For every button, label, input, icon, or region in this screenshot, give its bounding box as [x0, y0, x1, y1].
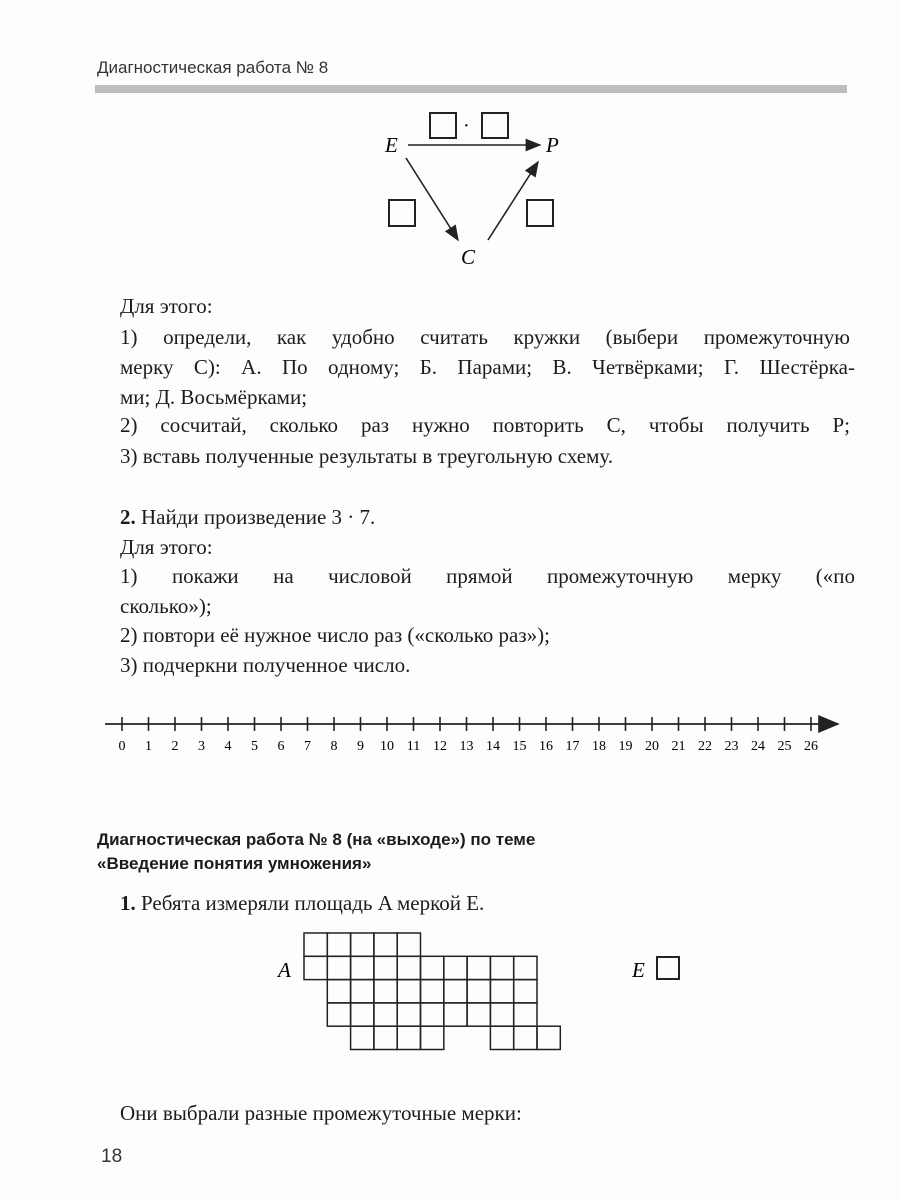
number-line-label: 5: [251, 739, 258, 754]
grid-cell: [351, 1026, 374, 1049]
task2-step1-line1: 1) покажи на числовой прямой промежуточную мерку («по: [120, 564, 855, 588]
label-area-a: A: [278, 958, 291, 982]
grid-cell: [537, 1026, 560, 1049]
label-measure-e: E: [632, 958, 645, 982]
task2-text: Найди произведение 3 · 7.: [141, 505, 376, 529]
multiplication-dot: ·: [463, 115, 470, 137]
task3-text: Ребята измеряли площадь A меркой E.: [141, 891, 485, 915]
number-line: [100, 710, 850, 760]
number-line-label: 8: [330, 739, 338, 754]
number-line-label: 15: [512, 739, 527, 754]
grid-cell: [514, 956, 537, 979]
number-line-label: 10: [380, 739, 394, 754]
number-line-label: 21: [671, 739, 686, 754]
grid-cell: [304, 933, 327, 956]
grid-cell: [327, 933, 350, 956]
grid-cell: [351, 956, 374, 979]
number-line-label: 0: [118, 739, 126, 754]
grid-cell: [467, 956, 490, 979]
grid-cell: [444, 956, 467, 979]
number-line-label: 4: [224, 739, 232, 754]
page-number: 18: [101, 1146, 123, 1167]
number-line-label: 20: [645, 739, 659, 754]
number-line-label: 14: [486, 739, 500, 754]
label-e: E: [385, 133, 398, 157]
number-line-label: 26: [804, 739, 818, 754]
header-rule: [95, 85, 847, 93]
grid-cell: [421, 1003, 444, 1026]
number-line-label: 12: [433, 739, 447, 754]
task2-intro: Для этого:: [120, 535, 213, 559]
number-line-label: 3: [198, 739, 205, 754]
measure-e-square: [657, 957, 679, 979]
grid-cell: [490, 956, 513, 979]
task1-step1-line1: 1) определи, как удобно считать кружки (выбери промежуточную: [120, 325, 850, 349]
task2-step3: 3) подчеркни полученное число.: [120, 653, 411, 677]
grid-cell: [444, 1003, 467, 1026]
section-title-line2: «Введение понятия умножения»: [97, 854, 372, 873]
task2-step2: 2) повтори её нужное число раз («сколько раз»);: [120, 623, 550, 647]
grid-cell: [327, 956, 350, 979]
task1-step1-line3: ми; Д. Восьмёрками;: [120, 385, 308, 409]
number-line-label: 24: [751, 739, 765, 754]
answer-box-left[interactable]: [389, 200, 415, 226]
grid-cell: [374, 980, 397, 1003]
area-figure-a: [270, 925, 690, 1085]
grid-cell: [514, 1026, 537, 1049]
grid-cell: [397, 1026, 420, 1049]
number-line-label: 17: [565, 739, 580, 754]
grid-cell: [490, 980, 513, 1003]
grid-cell: [351, 933, 374, 956]
header-title: Диагностическая работа № 8: [97, 58, 329, 77]
number-line-label: 25: [777, 739, 792, 754]
label-c: C: [461, 245, 476, 269]
number-line-label: 7: [304, 739, 311, 754]
grid-cell: [374, 1003, 397, 1026]
answer-box-top-right[interactable]: [482, 113, 508, 138]
grid-cell: [374, 933, 397, 956]
grid-cell: [327, 1003, 350, 1026]
task2-number: 2.: [120, 505, 136, 529]
task1-step1-line2: мерку C): А. По одному; Б. Парами; В. Четвёрками; Г. Шестёрка-: [120, 355, 855, 379]
grid-cell: [421, 956, 444, 979]
grid-cell: [467, 980, 490, 1003]
number-line-label: 23: [724, 739, 739, 754]
task1-step3: 3) вставь полученные результаты в треугольную схему.: [120, 444, 614, 468]
number-line-label: 1: [145, 739, 152, 754]
grid-cell: [490, 1026, 513, 1049]
grid-cell: [467, 1003, 490, 1026]
grid-cell: [327, 980, 350, 1003]
grid-cell: [351, 1003, 374, 1026]
grid-cell: [374, 1026, 397, 1049]
number-line-label: 18: [592, 739, 606, 754]
task3-footer: Они выбрали разные промежуточные мерки:: [120, 1101, 522, 1125]
grid-cell: [421, 980, 444, 1003]
grid-cell: [374, 956, 397, 979]
number-line-label: 6: [277, 739, 285, 754]
task3-number: 1.: [120, 891, 136, 915]
grid-cell: [397, 933, 420, 956]
section-title-line1: Диагностическая работа № 8 (на «выходе») по теме: [97, 830, 536, 849]
grid-cell: [397, 980, 420, 1003]
grid-cell: [490, 1003, 513, 1026]
number-line-label: 9: [357, 739, 364, 754]
number-line-label: 19: [618, 739, 633, 754]
grid-cell: [397, 1003, 420, 1026]
task1-step2: 2) сосчитай, сколько раз нужно повторить C, чтобы получить P;: [120, 413, 850, 437]
number-line-label: 2: [171, 739, 179, 754]
answer-box-right[interactable]: [527, 200, 553, 226]
grid-cell: [304, 956, 327, 979]
grid-cell: [514, 1003, 537, 1026]
number-line-label: 11: [406, 739, 421, 754]
number-line-label: 22: [698, 739, 712, 754]
grid-cell: [444, 980, 467, 1003]
task1-intro: Для этого:: [120, 294, 213, 318]
grid-cell: [397, 956, 420, 979]
grid-cell: [421, 1026, 444, 1049]
number-line-label: 13: [459, 739, 474, 754]
grid-cell: [514, 980, 537, 1003]
task2-step1-line2: сколько»);: [120, 594, 212, 618]
answer-box-top-left[interactable]: [430, 113, 456, 138]
triangle-scheme: [370, 100, 590, 275]
number-line-label: 16: [539, 739, 553, 754]
label-p: P: [546, 133, 559, 157]
grid-cell: [351, 980, 374, 1003]
